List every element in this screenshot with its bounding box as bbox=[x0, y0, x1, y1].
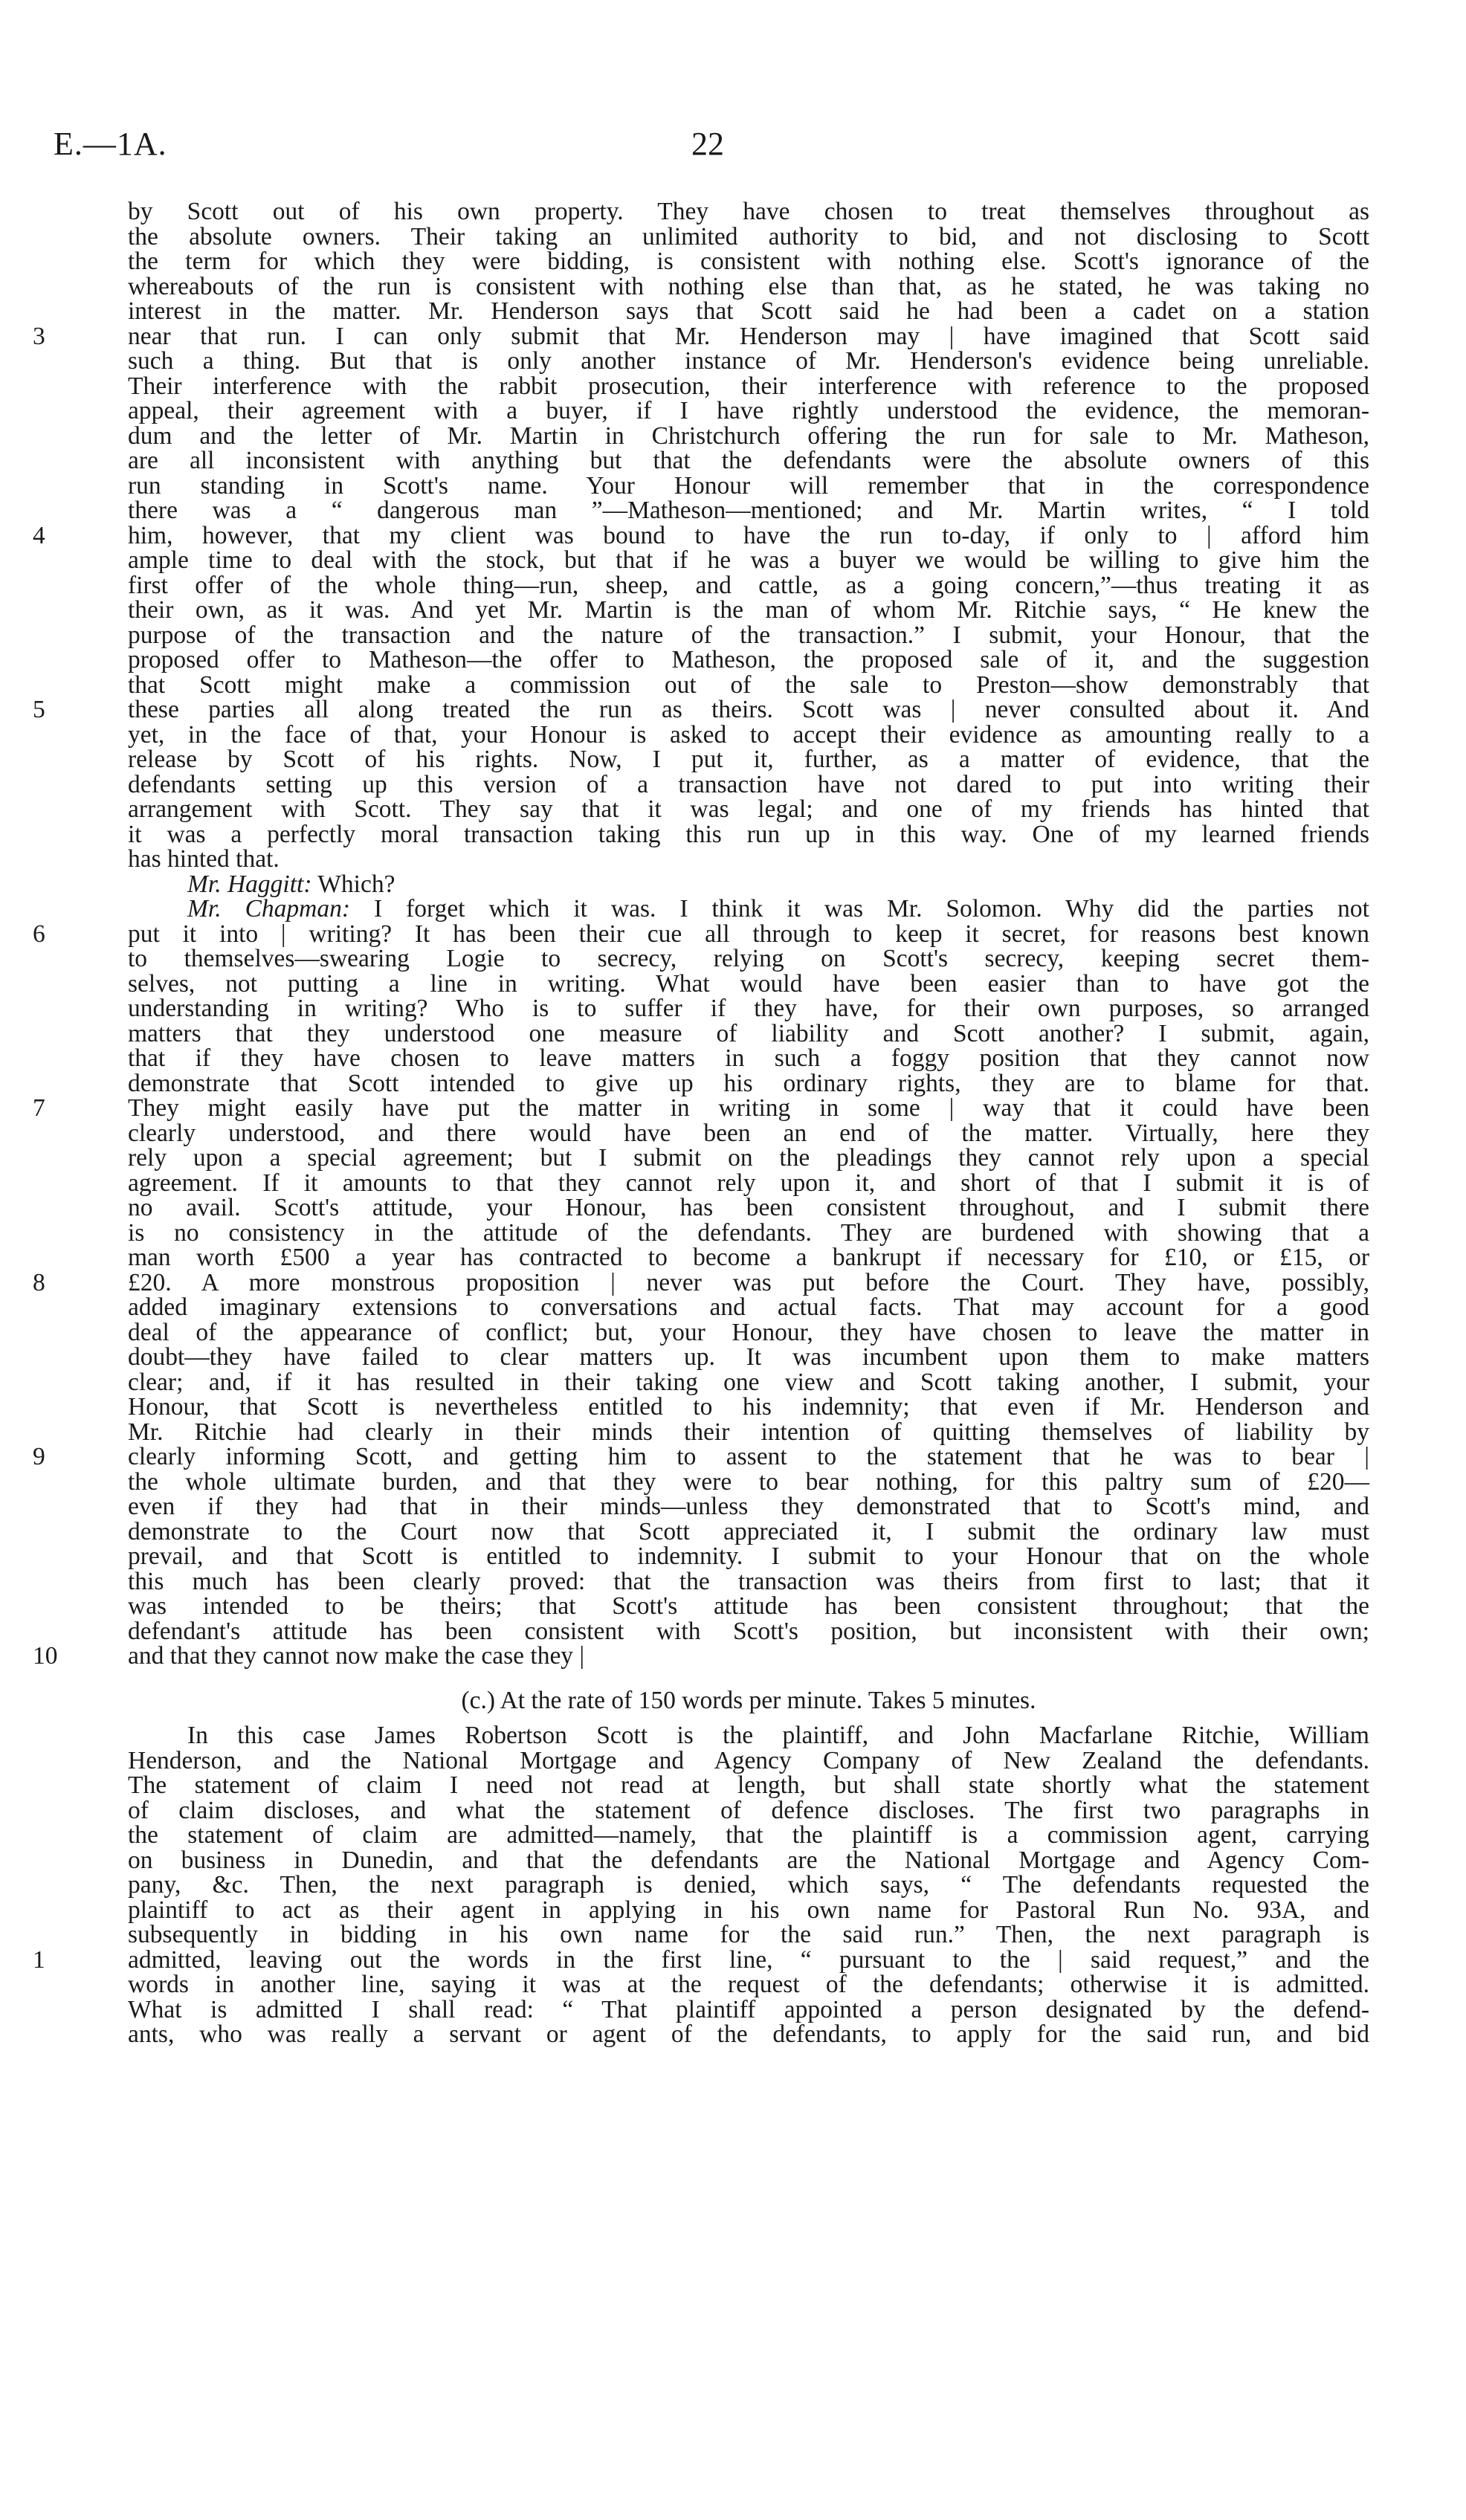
minute-marker: 8 bbox=[33, 1268, 45, 1296]
line-text: plaintiff to act as their agent in applying in his own name for Pastoral Run No. 93A, and bbox=[128, 1896, 1369, 1924]
text-line bbox=[128, 1420, 1369, 1445]
line-text: ants, who was really a servant or agent of the defendants, to apply for the said run, and bid bbox=[128, 2020, 1369, 2048]
line-text: What is admitted I shall read: “ That plaintiff appointed a person designated by the defend- bbox=[128, 1995, 1369, 2023]
line-text: their own, as it was. And yet Mr. Martin is the man of whom Mr. Ritchie says, “ He knew the bbox=[128, 596, 1369, 624]
text-line bbox=[128, 398, 1369, 424]
text-line bbox=[128, 946, 1369, 972]
line-text: by Scott out of his own property. They have chosen to treat themselves throughout as bbox=[128, 198, 1369, 225]
text-line bbox=[128, 673, 1369, 698]
line-text: Henderson, and the National Mortgage and Agency Company of New Zealand the defendants. bbox=[128, 1746, 1369, 1774]
line-text: subsequently in bidding in his own name for the said run.” Then, the next paragraph is bbox=[128, 1921, 1369, 1948]
text-line bbox=[128, 1395, 1369, 1420]
minute-marker: 9 bbox=[33, 1443, 45, 1470]
text-line bbox=[128, 1071, 1369, 1096]
text-line bbox=[128, 274, 1369, 300]
line-text: ample time to deal with the stock, but that if he was a buyer we would be willing to give him the bbox=[128, 546, 1369, 574]
line-text: such a thing. But that is only another instance of Mr. Henderson's evidence being unreliable. bbox=[128, 347, 1369, 375]
text-line bbox=[128, 720, 1369, 749]
text-line bbox=[128, 847, 1369, 872]
speaker-name: Mr. Chapman: bbox=[187, 895, 351, 923]
section-spacer bbox=[128, 1669, 1369, 1688]
line-text: was intended to be theirs; that Scott's attitude has been consistent throughout; that the bbox=[128, 1592, 1369, 1620]
text-line bbox=[128, 374, 1369, 399]
line-text: clearly understood, and there would have been an end of the matter. Virtually, here they bbox=[128, 1119, 1369, 1147]
line-text: In this case James Robertson Scott is the plaintiff, and John Macfarlane Ritchie, William bbox=[187, 1722, 1369, 1749]
text-line bbox=[128, 2022, 1369, 2047]
line-text: no avail. Scott's attitude, your Honour, has been consistent throughout, and I submit there bbox=[128, 1194, 1369, 1221]
text-line bbox=[128, 1997, 1369, 2023]
text-line bbox=[128, 1146, 1369, 1171]
text-line bbox=[128, 1320, 1369, 1345]
text-line bbox=[128, 598, 1369, 623]
text-line bbox=[128, 448, 1369, 474]
speaker-name: Mr. Haggitt: bbox=[187, 870, 312, 898]
text-line bbox=[128, 1245, 1369, 1270]
line-text: Mr. Ritchie had clearly in their minds their intention of quitting themselves of liability by bbox=[128, 1418, 1369, 1446]
line-text: clearly informing Scott, and getting him to assent to the statement that he was to bear | bbox=[128, 1443, 1369, 1470]
line-text: is no consistency in the attitude of the defendants. They are burdened with showing that a bbox=[128, 1218, 1369, 1247]
line-text: it was a perfectly moral transaction taking this run up in this way. One of my learned friends bbox=[128, 820, 1369, 848]
line-text: arrangement with Scott. They say that it was legal; and one of my friends has hinted that bbox=[128, 795, 1369, 823]
line-text: admitted, leaving out the words in the first line, “ pursuant to the | said request,” and the bbox=[128, 1945, 1369, 1974]
minute-marker: 1 bbox=[33, 1945, 45, 1974]
text-line bbox=[128, 1723, 1369, 1748]
page-number: 22 bbox=[691, 126, 724, 162]
minute-marker: 3 bbox=[33, 322, 45, 350]
line-text: appeal, their agreement with a buyer, if I have rightly understood the evidence, the memoran- bbox=[128, 397, 1369, 424]
line-text: defendants setting up this version of a transaction have not dared to put into writing their bbox=[128, 770, 1369, 798]
text-line bbox=[128, 896, 1369, 922]
line-text: that Scott might make a commission out of the sale to Preston—show demonstrably that bbox=[128, 671, 1369, 699]
line-text: first offer of the whole thing—run, sheep, and cattle, as a going concern,”—thus treating it as bbox=[128, 571, 1369, 599]
text-line bbox=[128, 1171, 1369, 1196]
line-text: release by Scott of his rights. Now, I put it, further, as a matter of evidence, that the bbox=[128, 746, 1369, 773]
line-text: Honour, that Scott is nevertheless entitled to his indemnity; that even if Mr. Henderson and bbox=[128, 1393, 1369, 1421]
line-text: added imaginary extensions to conversations and actual facts. That may account for a good bbox=[128, 1293, 1369, 1321]
line-text: defendant's attitude has been consistent with Scott's position, but inconsistent with their own; bbox=[128, 1617, 1369, 1645]
section-heading: (c.) At the rate of 150 words per minute. Takes 5 minutes. bbox=[461, 1686, 1036, 1714]
line-text: rely upon a special agreement; but I submit on the pleadings they cannot rely upon a special bbox=[128, 1144, 1369, 1172]
line-text: deal of the appearance of conflict; but, your Honour, they have chosen to leave the matter in bbox=[128, 1318, 1369, 1346]
text-line bbox=[128, 647, 1369, 673]
line-text: these parties all along treated the run as theirs. Scott was | never consulted about it. And bbox=[128, 696, 1369, 723]
text-line bbox=[128, 349, 1369, 374]
minute-marker: 5 bbox=[33, 696, 45, 723]
text-line bbox=[128, 471, 1369, 500]
line-text: this much has been clearly proved: that the transaction was theirs from first to last; that it bbox=[128, 1567, 1369, 1595]
text-line bbox=[128, 747, 1369, 772]
page-header bbox=[54, 125, 1362, 169]
line-text: the term for which they were bidding, is consistent with nothing else. Scott's ignorance of the bbox=[128, 248, 1369, 275]
text-line bbox=[128, 1195, 1369, 1221]
text-line bbox=[128, 1619, 1369, 1644]
text-line bbox=[128, 421, 1369, 450]
text-line bbox=[128, 1798, 1369, 1823]
text-line bbox=[128, 498, 1369, 523]
text-line bbox=[128, 1121, 1369, 1146]
line-text: words in another line, saying it was at the request of the defendants; otherwise it is admitted. bbox=[128, 1971, 1369, 1998]
text-line bbox=[128, 822, 1369, 847]
text-line bbox=[128, 1021, 1369, 1047]
text-line bbox=[33, 521, 1369, 549]
text-line bbox=[33, 1945, 1369, 1974]
text-line bbox=[128, 1972, 1369, 1997]
line-text: proposed offer to Matheson—the offer to Matheson, the proposed sale of it, and the suggestion bbox=[128, 646, 1369, 673]
line-text: matters that they understood one measure of liability and Scott another? I submit, again, bbox=[128, 1019, 1369, 1047]
text-line bbox=[128, 1370, 1369, 1395]
text-line bbox=[128, 1898, 1369, 1923]
text-line bbox=[128, 872, 1369, 897]
line-text: the absolute owners. Their taking an unlimited authority to bid, and not disclosing to Scott bbox=[128, 222, 1369, 251]
text-line bbox=[128, 548, 1369, 573]
text-line bbox=[128, 969, 1369, 998]
line-text: put it into | writing? It has been their cue all through to keep it secret, for reasons best known bbox=[128, 920, 1369, 948]
text-line bbox=[128, 573, 1369, 598]
line-text: pany, &c. Then, the next paragraph is denied, which says, “ The defendants requested the bbox=[128, 1871, 1369, 1899]
text-line bbox=[128, 1569, 1369, 1595]
line-text: yet, in the face of that, your Honour is asked to accept their evidence as amounting really to a bbox=[128, 720, 1369, 749]
text-line bbox=[128, 1922, 1369, 1948]
minute-marker: 7 bbox=[33, 1094, 45, 1122]
text-line bbox=[128, 1218, 1369, 1247]
line-text: understanding in writing? Who is to suffer if they have, for their own purposes, so arranged bbox=[128, 995, 1369, 1022]
line-text: and that they cannot now make the case they | bbox=[128, 1642, 585, 1670]
text-line bbox=[128, 1748, 1369, 1774]
minute-marker: 6 bbox=[33, 920, 45, 948]
line-text: interest in the matter. Mr. Henderson says that Scott said he had been a cadet on a station bbox=[128, 297, 1369, 325]
text-line bbox=[128, 1345, 1369, 1370]
text-line bbox=[128, 299, 1369, 324]
text-line bbox=[128, 1773, 1369, 1798]
minute-marker: 4 bbox=[33, 521, 45, 549]
text-line bbox=[128, 1848, 1369, 1873]
text-line bbox=[128, 996, 1369, 1021]
text-line bbox=[128, 1594, 1369, 1619]
line-text: on business in Dunedin, and that the defendants are the National Mortgage and Agency Com- bbox=[128, 1846, 1369, 1874]
text-line bbox=[128, 1823, 1369, 1848]
line-text: prevail, and that Scott is entitled to indemnity. I submit to your Honour that on the whole bbox=[128, 1542, 1369, 1570]
line-text: the statement of claim are admitted—namely, that the plaintiff is a commission agent, carrying bbox=[128, 1821, 1369, 1849]
minute-marker: 10 bbox=[33, 1642, 58, 1670]
line-text: agreement. If it amounts to that they cannot rely upon it, and short of that I submit it is of bbox=[128, 1169, 1369, 1197]
text-line bbox=[33, 920, 1369, 948]
text-line bbox=[33, 1268, 1369, 1296]
text-line bbox=[128, 1544, 1369, 1569]
text-line bbox=[128, 623, 1369, 648]
text-line bbox=[33, 696, 1369, 723]
line-text: him, however, that my client was bound to have the run to-day, if only to | afford him bbox=[128, 521, 1369, 549]
text-line bbox=[33, 322, 1369, 350]
line-text: £20. A more monstrous proposition | never was put before the Court. They have, possibly, bbox=[128, 1268, 1369, 1296]
line-text: doubt—they have failed to clear matters up. It was incumbent upon them to make matters bbox=[128, 1343, 1369, 1371]
line-text: selves, not putting a line in writing. What would have been easier than to have got the bbox=[128, 969, 1369, 998]
line-text: even if they had that in their minds—unless they demonstrated that to Scott's mind, and bbox=[128, 1493, 1369, 1520]
text-line bbox=[128, 1046, 1369, 1071]
line-text: near that run. I can only submit that Mr. Henderson may | have imagined that Scott said bbox=[128, 322, 1369, 350]
text-line bbox=[128, 772, 1369, 798]
line-text: that if they have chosen to leave matters in such a foggy position that they cannot now bbox=[128, 1044, 1369, 1072]
line-text: demonstrate that Scott intended to give up his ordinary rights, they are to blame for that. bbox=[128, 1069, 1369, 1097]
speech-text: I forget which it was. I think it was Mr. Solomon. Why did the parties not bbox=[350, 895, 1369, 923]
text-line bbox=[128, 797, 1369, 822]
line-text: run standing in Scott's name. Your Honour will remember that in the correspondence bbox=[128, 471, 1369, 500]
text-line bbox=[128, 199, 1369, 224]
line-text: demonstrate to the Court now that Scott appreciated it, I submit the ordinary law must bbox=[128, 1517, 1369, 1545]
text-line bbox=[128, 1295, 1369, 1320]
text-line bbox=[33, 1094, 1369, 1122]
speech-text: Which? bbox=[311, 870, 395, 898]
text-line bbox=[128, 224, 1369, 250]
line-text: dum and the letter of Mr. Martin in Christchurch offering the run for sale to Mr. Matheson, bbox=[128, 421, 1369, 450]
document-reference: E.—1A. bbox=[54, 126, 167, 162]
line-text: They might easily have put the matter in writing in some | way that it could have been bbox=[128, 1094, 1369, 1122]
line-text: of claim discloses, and what the statement of defence discloses. The first two paragraphs in bbox=[128, 1796, 1369, 1824]
line-text: clear; and, if it has resulted in their taking one view and Scott taking another, I submit, your bbox=[128, 1368, 1369, 1396]
line-text: man worth £500 a year has contracted to become a bankrupt if necessary for £10, or £15, or bbox=[128, 1244, 1369, 1271]
document-body bbox=[33, 198, 1369, 2048]
line-text: has hinted that. bbox=[128, 845, 280, 873]
line-text: there was a “ dangerous man ”—Matheson—mentioned; and Mr. Martin writes, “ I told bbox=[128, 497, 1369, 524]
text-line bbox=[128, 1467, 1369, 1496]
line-text: are all inconsistent with anything but that the defendants were the absolute owners of this bbox=[128, 447, 1369, 474]
line-text: whereabouts of the run is consistent with nothing else than that, as he stated, he was taking no bbox=[128, 272, 1369, 300]
line-text: purpose of the transaction and the nature of the transaction.” I submit, your Honour, that the bbox=[128, 621, 1369, 649]
text-line bbox=[128, 249, 1369, 274]
text-line bbox=[33, 1642, 1369, 1670]
line-text: to themselves—swearing Logie to secrecy, relying on Scott's secrecy, keeping secret them- bbox=[128, 945, 1369, 972]
line-text: the whole ultimate burden, and that they were to bear nothing, for this paltry sum of £20— bbox=[128, 1467, 1369, 1496]
text-line bbox=[128, 1873, 1369, 1898]
text-line bbox=[128, 1494, 1369, 1519]
line-text: The statement of claim I need not read at length, but shall state shortly what the statement bbox=[128, 1771, 1369, 1799]
line-text: Their interference with the rabbit prosecution, their interference with reference to the proposed bbox=[128, 372, 1369, 400]
text-line bbox=[33, 1443, 1369, 1470]
text-line bbox=[128, 1519, 1369, 1545]
